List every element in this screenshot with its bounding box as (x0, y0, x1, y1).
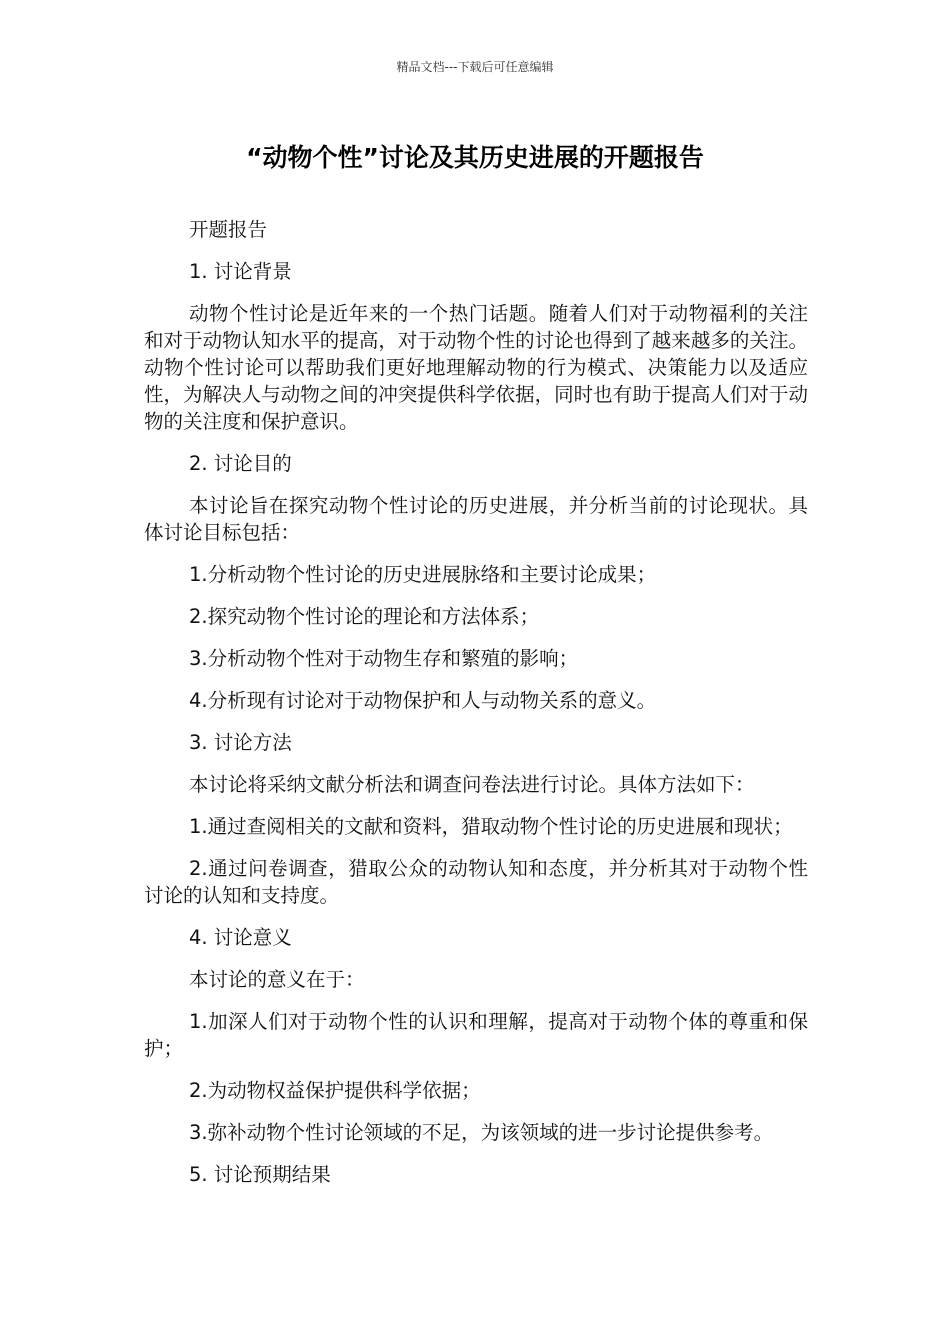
list-item-purpose-1: 1.分析动物个性讨论的历史进展脉络和主要讨论成果； (189, 563, 657, 586)
document-title: “动物个性”讨论及其历史进展的开题报告 (246, 143, 704, 172)
paragraph-background: 动物个性讨论是近年来的一个热门话题。随着人们对于动物福利的关注和对于动物认知水平的提高，对于动物个性的讨论也得到了越来越多的关注。动物个性讨论可以帮助我们更好地理解动物的行为模式、决策能力以及适应性，为解决人与动物之间的冲突提供科学依据，同时也有助于提高人们对于动物的关注度和保护意识。 (144, 302, 808, 433)
list-item-purpose-3: 3.分析动物个性对于动物生存和繁殖的影响； (189, 647, 579, 670)
paragraph-significance: 本讨论的意义在于： (189, 968, 365, 991)
page-header: 精品文档---下载后可任意编辑 (396, 60, 554, 74)
list-item-significance-1: 1.加深人们对于动物个性的认识和理解，提高对于动物个体的尊重和保护； (144, 1010, 808, 1060)
list-item-significance-2: 2.为动物权益保护提供科学依据； (189, 1079, 481, 1102)
section-heading-expected-results: 5. 讨论预期结果 (189, 1163, 331, 1186)
section-heading-purpose: 2. 讨论目的 (189, 452, 292, 475)
list-item-purpose-2: 2.探究动物个性讨论的理论和方法体系； (189, 605, 540, 628)
document-body (144, 216, 808, 1203)
paragraph-method: 本讨论将采纳文献分析法和调查问卷法进行讨论。具体方法如下： (189, 773, 755, 796)
list-item-significance-3: 3.弥补动物个性讨论领域的不足，为该领域的进一步讨论提供参考。 (189, 1121, 774, 1144)
section-heading-background: 1. 讨论背景 (189, 260, 292, 283)
list-item-purpose-4: 4.分析现有讨论对于动物保护和人与动物关系的意义。 (189, 689, 657, 712)
list-item-method-1: 1.通过查阅相关的文献和资料，猎取动物个性讨论的历史进展和现状； (189, 815, 793, 838)
paragraph-purpose: 本讨论旨在探究动物个性讨论的历史进展，并分析当前的讨论现状。具体讨论目标包括： (144, 494, 808, 544)
paragraph-label: 开题报告 (189, 218, 268, 241)
list-item-method-2: 2.通过问卷调查，猎取公众的动物认知和态度，并分析其对于动物个性讨论的认知和支持度。 (144, 857, 808, 907)
section-heading-method: 3. 讨论方法 (189, 731, 292, 754)
section-heading-significance: 4. 讨论意义 (189, 926, 292, 949)
